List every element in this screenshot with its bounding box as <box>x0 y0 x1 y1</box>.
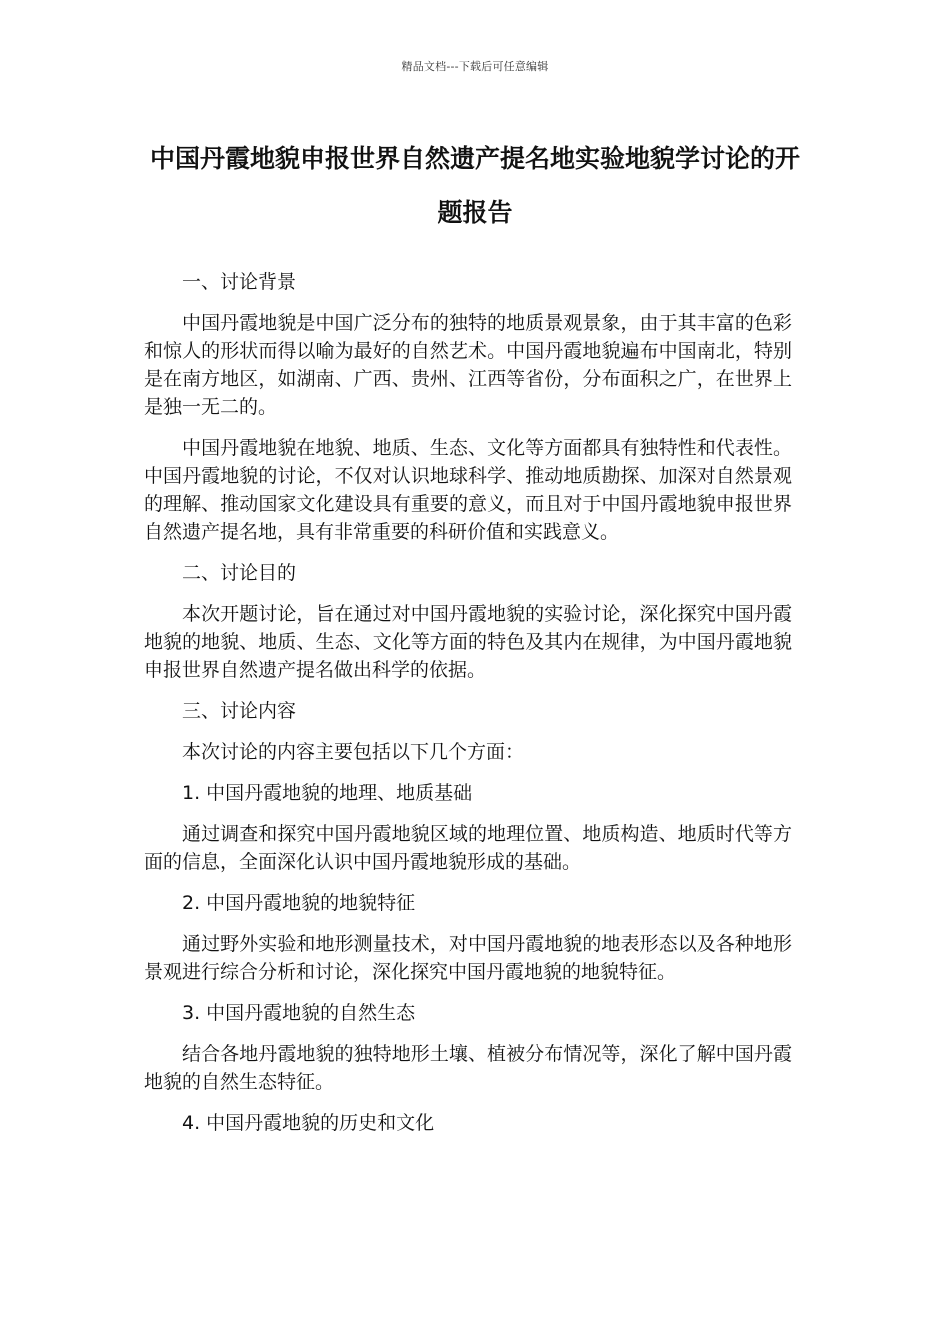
document-body <box>144 268 792 1150</box>
paragraph-purpose: 本次开题讨论，旨在通过对中国丹霞地貌的实验讨论，深化探究中国丹霞地貌的地貌、地质、生态、文化等方面的特色及其内在规律，为中国丹霞地貌申报世界自然遗产提名做出科学的依据。 <box>144 603 792 681</box>
document-title: 中国丹霞地貌申报世界自然遗产提名地实验地貌学讨论的开题报告 <box>149 144 800 227</box>
content-intro: 本次讨论的内容主要包括以下几个方面： <box>182 741 525 763</box>
section-heading-purpose: 二、讨论目的 <box>182 562 297 584</box>
section-heading-content: 三、讨论内容 <box>182 700 297 722</box>
paragraph-natural-ecology: 结合各地丹霞地貌的独特地形土壤、植被分布情况等，深化了解中国丹霞地貌的自然生态特征。 <box>144 1043 792 1093</box>
subheading-geology-basis: 1. 中国丹霞地貌的地理、地质基础 <box>182 782 473 804</box>
subheading-landform-features: 2. 中国丹霞地貌的地貌特征 <box>182 892 416 914</box>
header-note: 精品文档---下载后可任意编辑 <box>401 60 549 73</box>
paragraph-geology-basis: 通过调查和探究中国丹霞地貌区域的地理位置、地质构造、地质时代等方面的信息，全面深化认识中国丹霞地貌形成的基础。 <box>144 823 792 873</box>
subheading-natural-ecology: 3. 中国丹霞地貌的自然生态 <box>182 1002 416 1024</box>
section-heading-background: 一、讨论背景 <box>182 271 297 293</box>
paragraph-landform-features: 通过野外实验和地形测量技术，对中国丹霞地貌的地表形态以及各种地形景观进行综合分析和讨论，深化探究中国丹霞地貌的地貌特征。 <box>144 933 792 983</box>
subheading-history-culture: 4. 中国丹霞地貌的历史和文化 <box>182 1112 435 1134</box>
paragraph-background-1: 中国丹霞地貌是中国广泛分布的独特的地质景观景象，由于其丰富的色彩和惊人的形状而得以喻为最好的自然艺术。中国丹霞地貌遍布中国南北，特别是在南方地区，如湖南、广西、贵州、江西等省份，分布面积之广，在世界上是独一无二的。 <box>144 312 792 418</box>
paragraph-background-2: 中国丹霞地貌在地貌、地质、生态、文化等方面都具有独特性和代表性。中国丹霞地貌的讨论，不仅对认识地球科学、推动地质勘探、加深对自然景观的理解、推动国家文化建设具有重要的意义，而且对于中国丹霞地貌申报世界自然遗产提名地，具有非常重要的科研价值和实践意义。 <box>144 437 792 543</box>
